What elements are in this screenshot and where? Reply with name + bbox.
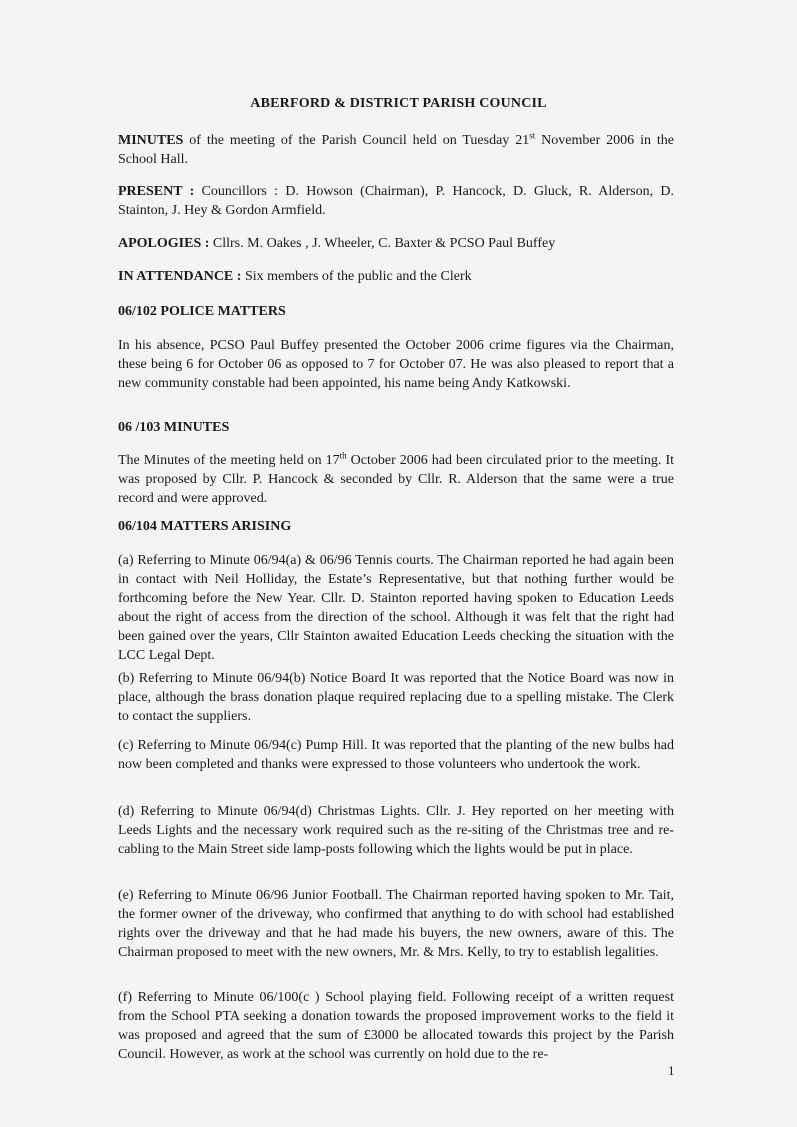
present-label: PRESENT : xyxy=(118,184,195,199)
section-104-heading: 06/104 MATTERS ARISING xyxy=(118,519,292,534)
apologies-section xyxy=(118,234,674,253)
item-c: (c) Referring to Minute 06/94(c) Pump Hill. It was reported that the planting of the new bulbs had now been completed and thanks were expressed to those volunteers who undertook the work. xyxy=(118,738,674,772)
item-e: (e) Referring to Minute 06/96 Junior Football. The Chairman reported having spoken to Mr. Tait, the former owner of the driveway, who confirmed that anything to do with school had established rights over the driveway and that he had made his buyers, the new owners, aware of this. The Chairman proposed to meet with the new owners, Mr. & Mrs. Kelly, to try to establish legalities. xyxy=(118,888,674,960)
minutes-text-2: November 2006 in the School Hall. xyxy=(118,133,674,167)
item-d: (d) Referring to Minute 06/94(d) Christmas Lights. Cllr. J. Hey reported on her meeting with Leeds Lights and the necessary work required such as the re-siting of the Christmas tree and re-cabling to the Main Street side lamp-posts following which the lights would be put in place. xyxy=(118,804,674,857)
page-number: 1 xyxy=(668,1063,675,1078)
present-text: Councillors : D. Howson (Chairman), P. Hancock, D. Gluck, R. Alderson, D. Stainton, J. Hey & Gordon Armfield. xyxy=(118,184,674,218)
section-103-heading: 06 /103 MINUTES xyxy=(118,420,230,435)
attendance-label: IN ATTENDANCE : xyxy=(118,269,242,284)
attendance-text: Six members of the public and the Clerk xyxy=(241,269,472,284)
section-103-body xyxy=(118,451,674,508)
apologies-label: APOLOGIES : xyxy=(118,236,210,251)
minutes-intro xyxy=(118,131,674,169)
apologies-text: Cllrs. M. Oakes , J. Wheeler, C. Baxter & PCSO Paul Buffey xyxy=(209,236,556,251)
minutes-label: MINUTES xyxy=(118,133,184,148)
section-102-body: In his absence, PCSO Paul Buffey presented the October 2006 crime figures via the Chairman, these being 6 for October 06 as opposed to 7 for October 07. He was also pleased to report that a new community constable had been appointed, his name being Andy Katkowski. xyxy=(118,338,674,391)
section-103-sup: th xyxy=(339,450,347,461)
section-103-text-2: October 2006 had been circulated prior to the meeting. It was proposed by Cllr. P. Hancock & seconded by Cllr. R. Alderson that the same were a true record and were approved. xyxy=(118,453,674,506)
minutes-text-1: of the meeting of the Parish Council held on Tuesday 21 xyxy=(183,133,530,148)
item-a: (a) Referring to Minute 06/94(a) & 06/96 Tennis courts. The Chairman reported he had again been in contact with Neil Holliday, the Estate’s Representative, but that nothing further would be forthcoming before the New Year. Cllr. D. Stainton reported having spoken to Education Leeds about the right of access from the direction of the school. Although it was felt that the right had been gained over the years, Cllr Stainton awaited Education Leeds checking the situation with the LCC Legal Dept. xyxy=(118,553,674,663)
present-section xyxy=(118,182,674,220)
attendance-section xyxy=(118,267,674,286)
item-f: (f) Referring to Minute 06/100(c ) School playing field. Following receipt of a written request from the School PTA seeking a donation towards the proposed improvement works to the field it was proposed and agreed that the sum of £3000 be allocated towards this project by the Parish Council. However, as work at the school was currently on hold due to the re- xyxy=(118,990,674,1062)
page-title: ABERFORD & DISTRICT PARISH COUNCIL xyxy=(250,96,547,111)
minutes-sup: st xyxy=(529,130,536,141)
section-102-heading: 06/102 POLICE MATTERS xyxy=(118,304,286,319)
section-103-text-1: The Minutes of the meeting held on 17 xyxy=(118,453,340,468)
item-b: (b) Referring to Minute 06/94(b) Notice Board It was reported that the Notice Board was now in place, although the brass donation plaque required replacing due to a spelling mistake. The Clerk to contact the suppliers. xyxy=(118,671,674,724)
